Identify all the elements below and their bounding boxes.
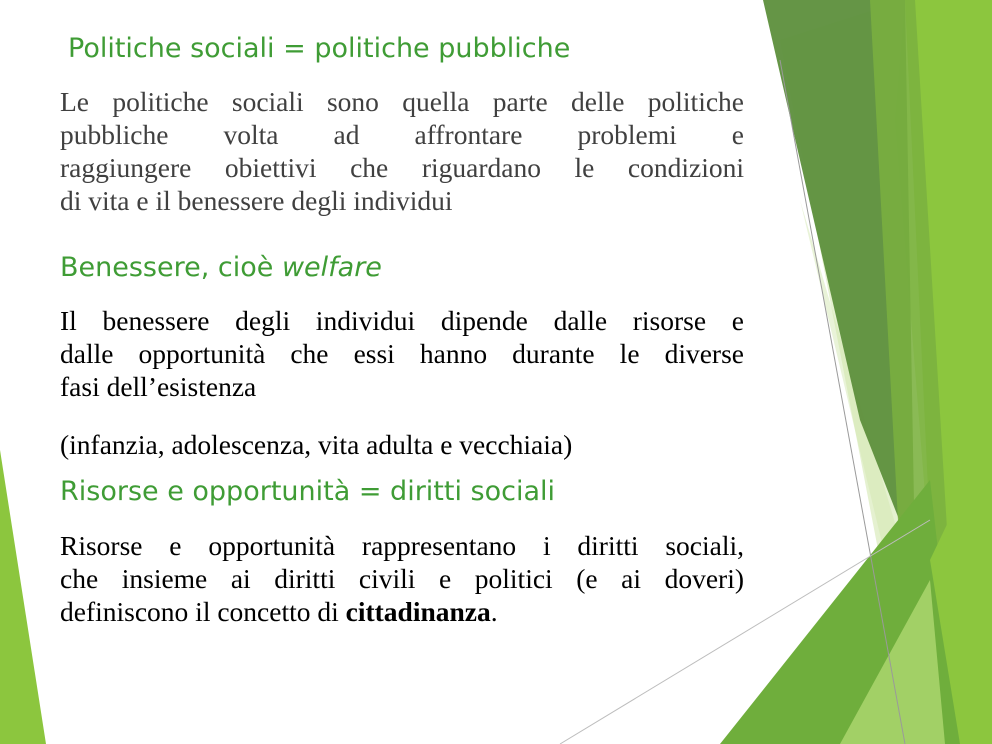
cittadinanza-term: cittadinanza [345, 596, 491, 627]
rights-heading: Risorse e opportunità = diritti sociali [60, 476, 556, 507]
welfare-heading [60, 252, 382, 284]
welfare-heading-text: Benessere, cioè [60, 252, 282, 283]
rights-line: che insieme ai diritti civili e politici (e ai doveri) [60, 563, 744, 594]
welfare-line: fasi dell’esistenza [60, 371, 257, 402]
rights-last-prefix: definiscono il concetto di [60, 596, 346, 627]
left-green-sliver [0, 450, 46, 744]
rights-line: Risorse e opportunità rappresentano i diritti sociali, [60, 530, 744, 561]
welfare-paragraph [60, 304, 744, 403]
definition-line: pubbliche volta ad affrontare problemi e [60, 119, 744, 150]
definition-line: raggiungere obiettivi che riguardano le condizioni [60, 152, 744, 183]
welfare-line: dalle opportunità che essi hanno durante le diverse [60, 338, 744, 369]
life-stages-text: (infanzia, adolescenza, vita adulta e vecchiaia) [60, 429, 573, 460]
definition-paragraph [60, 85, 744, 217]
rights-last-suffix: . [490, 596, 498, 627]
welfare-line: Il benessere degli individui dipende dalle risorse e [60, 305, 744, 336]
slide-title: Politiche sociali = politiche pubbliche [68, 33, 571, 64]
definition-line: Le politiche sociali sono quella parte delle politiche [60, 86, 744, 117]
rights-paragraph [60, 529, 744, 628]
rights-last-line [60, 595, 744, 628]
welfare-heading-emphasis: welfare [281, 252, 382, 283]
definition-line: di vita e il benessere degli individui [60, 185, 453, 216]
